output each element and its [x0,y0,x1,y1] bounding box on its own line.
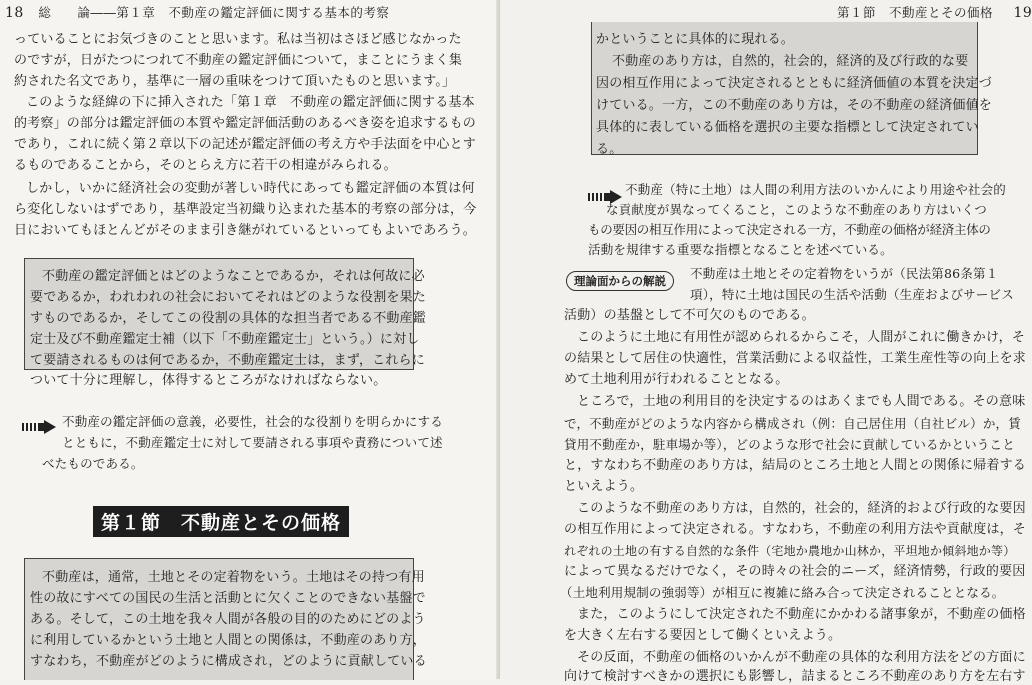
box-text-line: 定士及び不動産鑑定士補（以下「不動産鑑定士」という。）に対し [30,332,420,348]
right-running-title: 第１節 不動産とその価格 [837,5,993,20]
note-text-line: な貢献度が異なってくること，このような不動産のあり方はいくつ [606,202,987,218]
section-heading: 第１節 不動産とその価格 [93,506,349,537]
right-page-header [837,3,1032,21]
right-page [500,0,1000,679]
text-line: 約された名文であり，基準に一層の重味をつけて頂いたものと思います。」 [14,74,455,90]
box-text-line: 要であるか，われわれの社会においてそれはどのような役割を果た [30,290,426,306]
text-line: 日においてもほとんどがそのまま引き継がれているといってもよいであろう。 [14,223,476,239]
text-line: 向けて検討すべきかの選択にも影響し，詰まるところ不動産のあり方を左右す [564,669,1026,685]
arrow-icon [22,420,56,434]
text-line: れぞれの土地の有する自然的な条件（宅地か農地か山林か，平坦地か傾斜地か等） [564,543,1015,559]
text-line: といえよう。 [564,479,643,495]
box-text-line: に利用しているかという土地と人間との関係は，不動産のあり方， [30,633,426,649]
left-running-title: 総 論――第１章 不動産の鑑定評価に関する基本的考察 [38,5,389,20]
note-text-line: 活動を規律する重要な指標となることを述べている。 [588,242,893,258]
text-line: を大きく左右する要因として働くといえよう。 [564,628,841,644]
left-page-header [5,3,389,21]
box-text-line: る。 [596,142,622,158]
text-line: めて土地利用が行われることとなる。 [564,372,788,388]
box-text-line: 不動産のあり方は，自然的，社会的，経済的及び行政的な要 [612,54,968,70]
text-line: 項），特に土地は国民の生活や活動（生産およびサービス [690,287,1014,303]
right-page-number: 19 [1014,5,1032,21]
text-line: 的考察」の部分は鑑定評価の本質や鑑定評価活動のあるべき姿を追求するもの [14,116,476,132]
text-line: の相互作用によって決定される。すなわち，不動産の利用方法や貢献度は，そ [564,522,1026,538]
text-line: このように土地に有用性が認められるからこそ，人間がこれに働きかけ，そ [577,330,1025,346]
note-text-line: もの要因の相互作用によって決定される一方，不動産の価格が経済主体の [588,222,991,238]
left-page [0,0,500,679]
note-text-line: 不動産の鑑定評価の意義，必要性，社会的な役割りを明らかにする [62,414,443,430]
text-line: しかし，いかに経済社会の変動が著しい時代にあっても鑑定評価の本質は何 [26,181,475,197]
text-line: ところで，土地の利用目的を決定するのはあくまでも人間である。その意味 [577,394,1025,410]
text-line: のですが，日がたつにつれて不動産の鑑定評価について，まことにうまく集 [14,53,462,69]
box-text-line: て要請されるものは何であるか，不動産鑑定士は，まず，これらに [30,353,425,369]
text-line: で，不動産がどのような内容から構成され（例：自己居住用（自社ビル）か，賃 [564,416,1021,432]
box-text-line: ある。そして，この土地を我々人間が各般の目的のためにどのよう [30,612,426,628]
box-text-line: すなわち，不動産がどのように構成され，どのように貢献している [30,654,427,670]
text-line: と，すなわち不動産のあり方は，結局のところ土地と人間との関係に帰着する [564,458,1026,474]
box-text-line: かということに具体的に現れる。 [596,32,794,48]
box-text-line: 不動産の鑑定評価とはどのようなことであるか，それは何故に必 [42,269,425,285]
box-text-line: けている。一方，この不動産のあり方は，その不動産の経済価値を [596,98,992,114]
text-line: の結果として居住の快適性，営業活動による収益性，工業生産性等の向上を求 [564,351,1026,367]
text-line: その反面，不動産の価格のいかんが不動産の具体的な利用方法をどの方面に [577,650,1026,666]
text-line: 不動産は土地とその定着物をいうが（民法第86条第１ [690,266,998,282]
note-text-line: とともに，不動産鑑定士に対して要請される事項や責務について述 [62,435,443,451]
theory-explanation-badge: 理論面からの解説 [566,271,674,291]
text-line: であり，これに続く第２章以下の記述が鑑定評価の考え方や手法面を中心とす [14,137,476,153]
text-line: このような経緯の下に挿入された「第１章 不動産の鑑定評価に関する基本 [26,95,475,111]
box-text-line: すものであるか，そしてこの役割の具体的な担当者である不動産鑑 [30,311,426,327]
note-text-line: 不動産（特に土地）は人間の利用方法のいかんにより用途や社会的 [625,182,1006,198]
box-text-line: ついて十分に理解し，体得するところがなければならない。 [30,373,386,389]
box-text-line: 因の相互作用によって決定されるとともに経済価値の本質を決定づ [596,76,992,92]
box-text-line: 具体的に表している価格を選択の主要な指標として決定されてい [596,120,979,136]
text-line: っていることにお気づきのことと思います。私は当初はさほど感じなかった [14,32,462,48]
text-line: このような不動産のあり方は，自然的，社会的，経済的および行政的な要因 [577,501,1026,517]
text-line: 貸用不動産か，駐車場か等），どのような形で社会に貢献しているかということ [564,437,1015,453]
text-line: るものであることから，そのとらえ方に若干の相違がみられる。 [14,158,397,174]
left-page-number: 18 [5,5,24,21]
note-text-line: べたものである。 [42,456,144,472]
box-text-line: 不動産は，通常，土地とその定着物をいう。土地はその持つ有用 [42,570,425,586]
text-line: （土地利用規制の強弱等）が相互に複雑に絡み合って決定されることとなる。 [560,585,1005,601]
text-line: また，このようにして決定された不動産にかかわる諸事象が，不動産の価格 [577,607,1026,623]
text-line: ら変化しないはずであり，基準設定当初織り込まれた基本的考察の部分は，今 [14,202,476,218]
text-line: によって異なるだけでなく，その時々の社会的ニーズ，経済情勢，行政的要因 [564,564,1025,580]
box-text-line: 性の故にすべての国民の生活と活動とに欠くことのできない基盤で [30,591,426,607]
text-line: 活動）の基盤として不可欠のものである。 [564,308,815,324]
